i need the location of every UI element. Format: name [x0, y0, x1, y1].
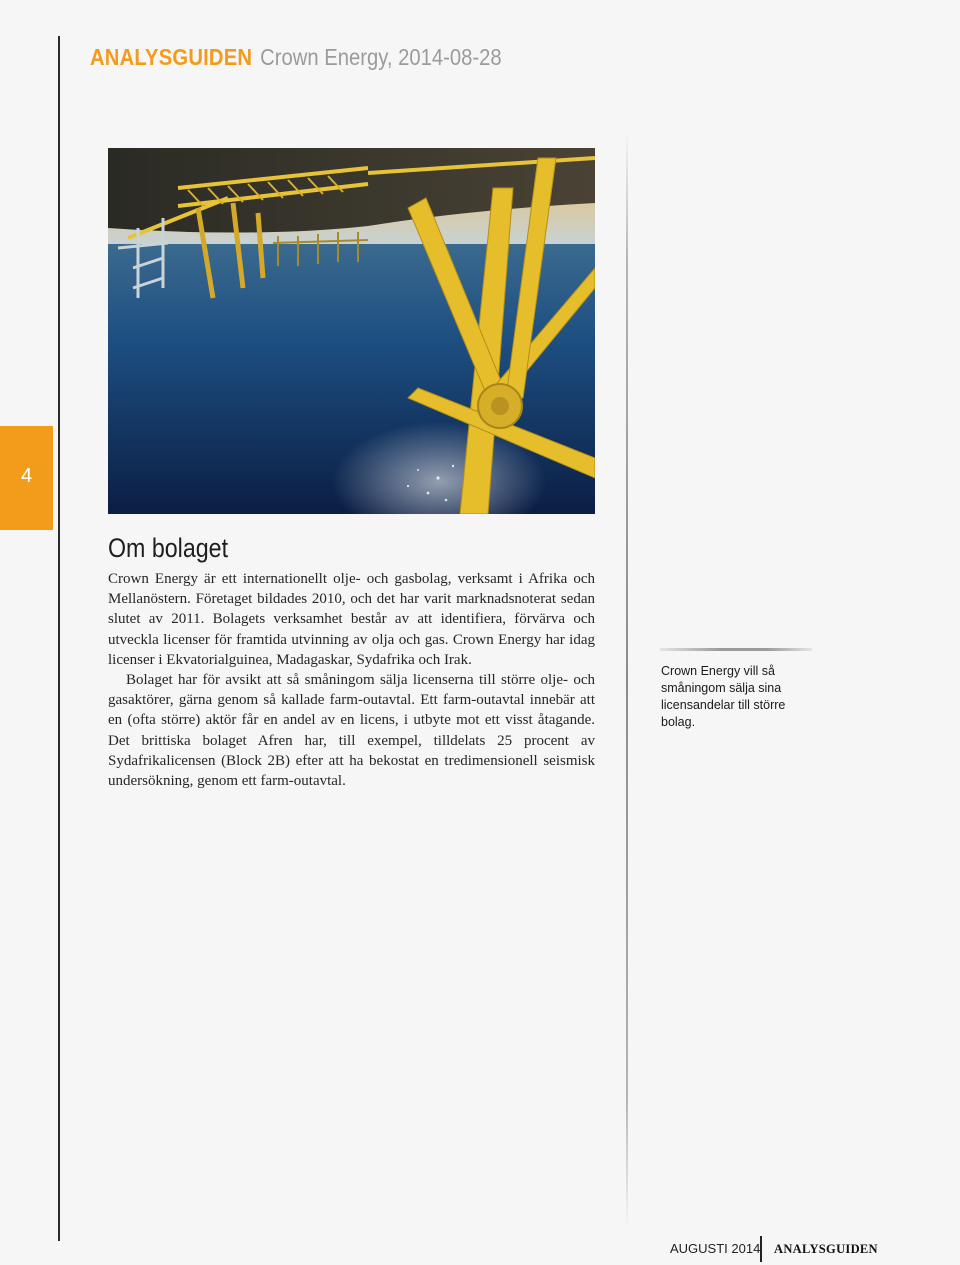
column-divider [626, 130, 628, 1230]
page-header [90, 40, 502, 74]
sidebar-quote: Crown Energy vill så småningom sälja sina licensandelar till större bolag. [661, 664, 786, 729]
sidebar-rule [660, 648, 812, 651]
page-number: 4 [20, 465, 33, 487]
article-paragraph: Crown Energy är ett internationellt olje- och gasbolag, verksamt i Afrika och Mellanöstern. Företaget bildades 2010, och det har varit marknadsnoterat sedan slutet av 2011. Bolagets verksamhet består av att identifiera, förvärva och utveckla licenser för framtida utvinning av olja och gas. Crown Energy har idag licenser i Ekvatorialguinea, Madagaskar, Sydafrika och Irak. [108, 571, 595, 668]
footer-separator [760, 1236, 762, 1262]
header-title: Crown Energy, 2014-08-28 [260, 44, 502, 70]
article-heading: Om bolaget [108, 533, 229, 563]
footer-brand: ANALYSGUIDEN [774, 1242, 878, 1256]
offshore-platform-photo [108, 148, 595, 514]
header-brand: ANALYSGUIDEN [90, 44, 253, 70]
article-paragraph: Bolaget har för avsikt att så småningom sälja licenserna till större olje- och gasaktörer, gärna genom så kallade farm-outavtal. Ett farm-outavtal innebär att en (ofta större) aktör får en andel av en licens, i utbyte mot ett visst åtagande. Det brittiska bolaget Afren har, till exempel, tilldelats 25 procent av Sydafrikalicensen (Block 2B) efter att ha bekostat en tredimensionell seismisk undersökning, genom ett farm-outavtal. [108, 672, 595, 790]
left-margin-rule [58, 36, 60, 1241]
article-body [108, 569, 595, 791]
footer-date: AUGUSTI 2014 [670, 1241, 761, 1256]
